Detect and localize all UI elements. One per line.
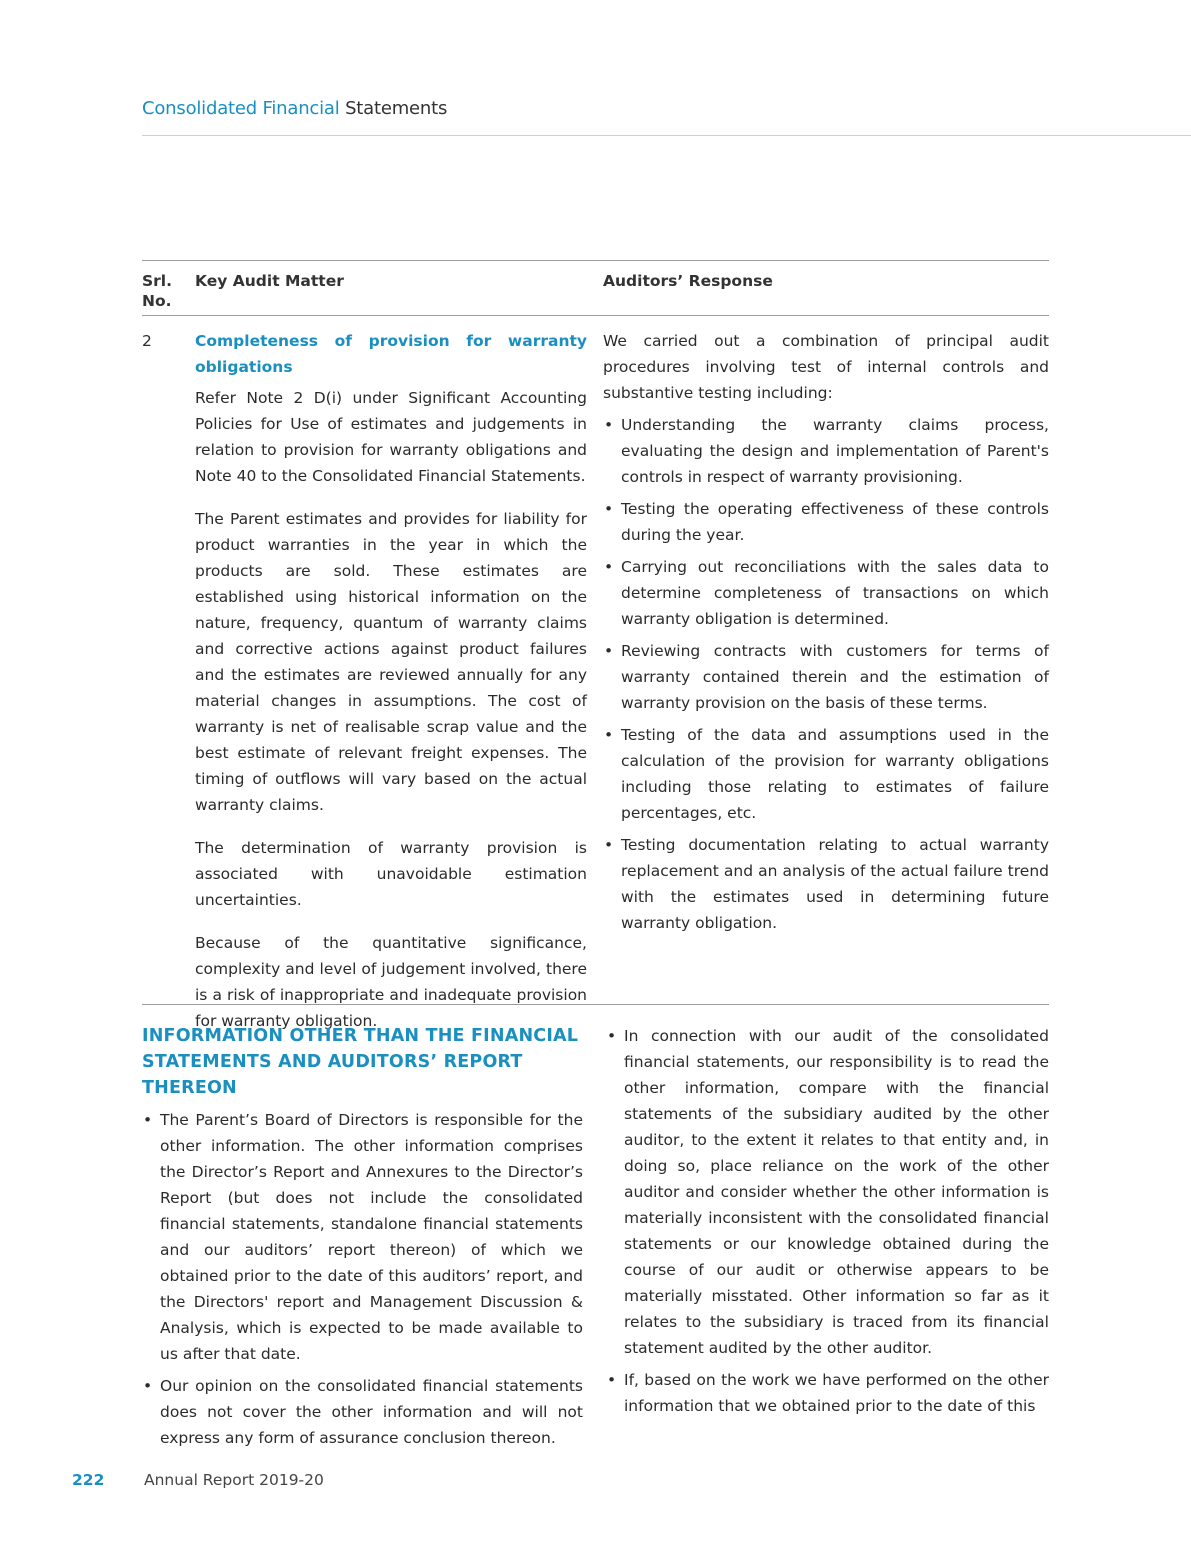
report-name: Annual Report 2019-20 xyxy=(144,1471,324,1489)
col-header-srl: Srl. No. xyxy=(142,272,173,310)
section-header-accent: Consolidated Financial xyxy=(142,98,340,119)
list-item: • Reviewing contracts with customers for terms of warranty contained therein and the estimation of warranty provision on the basis of these terms. xyxy=(603,638,1049,716)
list-item: • Testing the operating effectiveness of these controls during the year. xyxy=(603,496,1049,548)
other-information-right-column xyxy=(606,1023,1049,1419)
table-header xyxy=(142,261,1049,315)
kam-paragraph: The Parent estimates and provides for liability for product warranties in the year in which the products are sold. These estimates are established using historical information on the nature, frequency, quantum of warranty claims and corrective actions against product failures and the estimates are reviewed annually for any material changes in assumptions. The cost of warranty is net of realisable scrap value and the best estimate of relevant freight expenses. The timing of outflows will vary based on the actual warranty claims. xyxy=(195,510,587,814)
response-bullet-list xyxy=(603,412,1049,936)
kam-paragraph: Refer Note 2 D(i) under Significant Accounting Policies for Use of estimates and judgements in relation to provision for warranty obligations and Note 40 to the Consolidated Financial Statements. xyxy=(195,389,587,485)
key-audit-matter-table xyxy=(142,260,1049,1030)
auditors-response-cell xyxy=(603,328,1049,936)
list-item: • Understanding the warranty claims process, evaluating the design and implementation of Parent's controls in respect of warranty provisioning. xyxy=(603,412,1049,490)
other-information-heading: INFORMATION OTHER THAN THE FINANCIAL STATEMENTS AND AUDITORS’ REPORT THEREON xyxy=(142,1026,579,1098)
key-audit-matter-cell xyxy=(195,328,587,1034)
section-header-plain: Statements xyxy=(339,98,448,119)
list-item: • Testing documentation relating to actual warranty replacement and an analysis of the actual failure trend with the estimates used in determining future warranty obligation. xyxy=(603,832,1049,936)
col-header-key-audit-matter: Key Audit Matter xyxy=(195,272,344,290)
table-row xyxy=(142,316,1049,1030)
list-item: • In connection with our audit of the consolidated financial statements, our responsibility is to read the other information, compare with the financial statements of the subsidiary audited by the other auditor, to the extent it relates to that entity and, in doing so, place reliance on the work of the other auditor and consider whether the other information is materially inconsistent with the consolidated financial statements or our knowledge obtained during the course of our audit or otherwise appears to be materially misstated. Other information so far as it relates to the subsidiary is traced from its financial statement audited by the other auditor. xyxy=(606,1023,1049,1361)
kam-paragraph: The determination of warranty provision is associated with unavoidable estimation uncertainties. xyxy=(195,839,587,909)
list-item: • Our opinion on the consolidated financial statements does not cover the other information and will not express any form of assurance conclusion thereon. xyxy=(142,1373,583,1451)
kam-paragraph: Because of the quantitative significance, complexity and level of judgement involved, there is a risk of inappropriate and inadequate provision for warranty obligation. xyxy=(195,934,587,1030)
response-intro: We carried out a combination of principal audit procedures involving test of internal controls and substantive testing including: xyxy=(603,332,1049,402)
other-info-left-list xyxy=(142,1107,583,1451)
list-item: • Testing of the data and assumptions used in the calculation of the provision for warranty obligations including those relating to estimates of failure percentages, etc. xyxy=(603,722,1049,826)
list-item: • The Parent’s Board of Directors is responsible for the other information. The other information comprises the Director’s Report and Annexures to the Director’s Report (but does not include the consolidated financial statements, standalone financial statements and our auditors’ report thereon) of which we obtained prior to the date of this auditors’ report, and the Directors' report and Management Discussion & Analysis, which is expected to be made available to us after that date. xyxy=(142,1107,583,1367)
header-divider xyxy=(142,135,1191,136)
other-information-left-column xyxy=(142,1023,583,1451)
key-audit-matter-title: Completeness of provision for warranty obligations xyxy=(195,332,587,376)
list-item: • If, based on the work we have performed on the other information that we obtained prior to the date of this xyxy=(606,1367,1049,1419)
section-header xyxy=(142,98,447,119)
page-number: 222 xyxy=(72,1471,105,1489)
col-header-auditors-response: Auditors’ Response xyxy=(603,272,773,290)
list-item: • Carrying out reconciliations with the sales data to determine completeness of transactions on which warranty obligation is determined. xyxy=(603,554,1049,632)
other-info-right-list xyxy=(606,1023,1049,1419)
row-serial-number: 2 xyxy=(142,332,152,350)
